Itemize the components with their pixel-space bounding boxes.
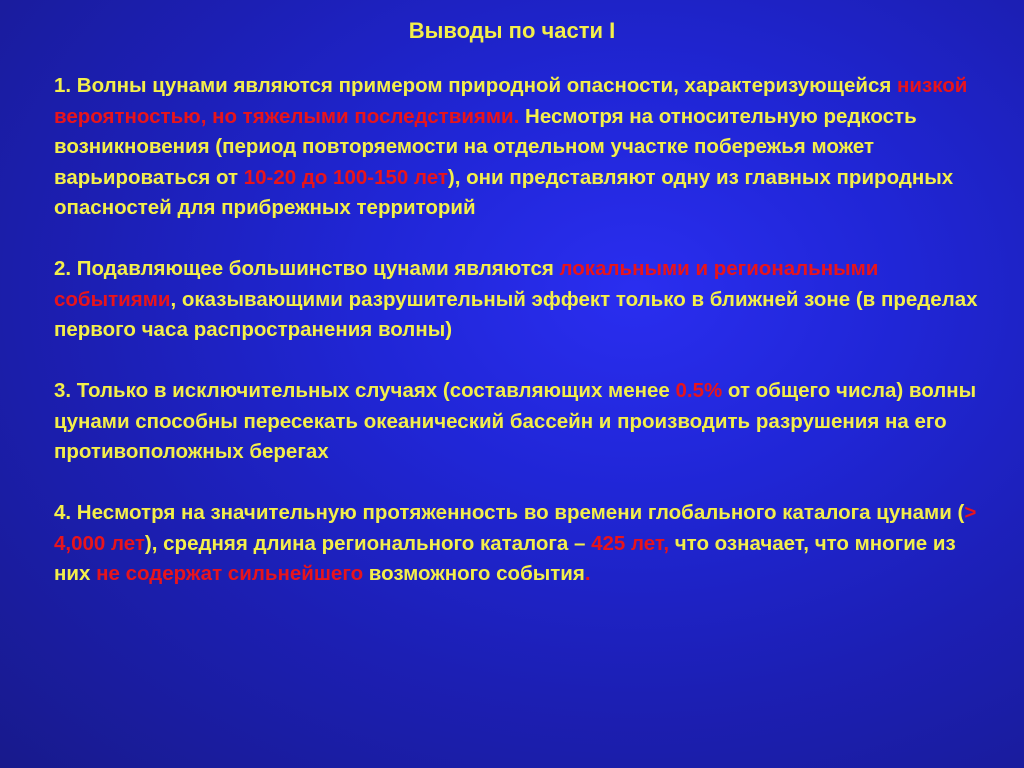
highlight-run: не содержат сильнейшего — [96, 562, 364, 585]
text-run: что означает, что многие из них — [54, 531, 956, 585]
highlight-run: . — [584, 562, 591, 585]
highlight-run: низкой вероятностью, но тяжелыми последствиями. — [54, 74, 968, 128]
text-run: 3. Только в исключительных случаях (составляющих менее — [54, 379, 676, 402]
paragraph-2 — [54, 254, 984, 346]
text-run: 4. Несмотря на значительную протяженность во времени глобального каталога цунами ( — [54, 501, 965, 524]
text-run: возможного события — [363, 562, 585, 585]
highlight-run: локальными и региональными событиями — [54, 257, 879, 311]
highlight-run: 0.5% — [675, 379, 723, 402]
text-run: , оказывающими разрушительный эффект только в ближней зоне (в пределах первого часа распространения волны) — [54, 287, 978, 341]
slide-title: Выводы по части I — [408, 18, 616, 43]
paragraph-4 — [54, 498, 984, 590]
slide-body — [54, 71, 984, 620]
text-run: ), они представляют одну из главных природных опасностей для прибрежных территорий — [54, 165, 954, 219]
text-run: ), средняя длина регионального каталога – — [144, 531, 592, 555]
highlight-run: 10-20 до 100-150 лет — [243, 165, 448, 189]
paragraph-1 — [54, 71, 984, 224]
paragraph-3 — [54, 376, 984, 468]
text-run: 2. Подавляющее большинство цунами являются — [54, 257, 560, 280]
highlight-run: 425 лет, — [591, 531, 670, 555]
text-run: Несмотря на относительную редкость возникновения (период повторяемости на отдельном участке побережья может варьироваться от — [54, 104, 917, 189]
highlight-run: > 4,000 лет — [54, 501, 977, 555]
text-run: 1. Волны цунами являются примером природной опасности, характеризующейся — [54, 74, 898, 97]
text-run: от общего числа) волны цунами способны пересекать океанический бассейн и производить разрушения на его противоположных берегах — [54, 379, 977, 463]
